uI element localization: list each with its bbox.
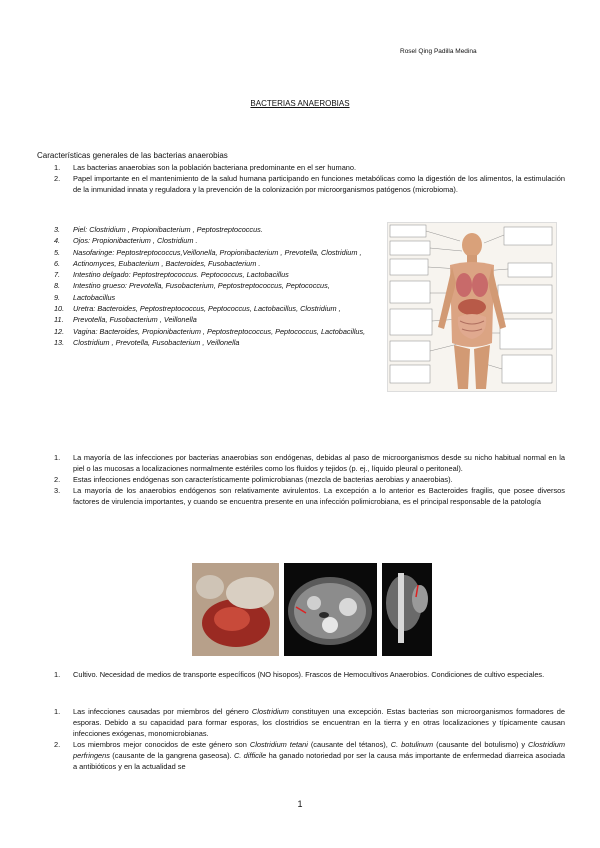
page-title: BACTERIAS ANAEROBIAS — [250, 99, 350, 108]
list-item: 7. Intestino delgado: Peptostreptococcus. Peptococcus, Lactobacillus — [54, 270, 289, 280]
list-item: 13. Clostridium , Prevotella, Fusobacterium , Veillonella — [54, 337, 240, 347]
list-item: 4. Ojos: Propionibacterium , Clostridium . — [54, 236, 198, 246]
list-item: 3. La mayoría de los anaerobios endógenos son relativamente avirulentos. La excepción a lo anterior es Bacteroides fragilis, que posee diversos factores de virulencia importantes, y cuando se encuentra presente en una infección polimicrobiana, es el principal responsable de la patología — [54, 486, 565, 506]
list-item: 12. Vagina: Bacteroides, Propionibacterium , Peptostreptococcus, Peptococcus, Lactobacillus, — [54, 326, 366, 336]
list-item: 6. Actinomyces, Eubacterium , Bacteroides, Fusobacterium . — [54, 258, 261, 268]
list-item: 2. Los miembros mejor conocidos de este género son Clostridium tetani (causante del tétanos), C. botulinum (causante del botulismo) y Clostridium perfringens (causante de la gangrena gaseosa). C. difficile ha ganado notoriedad por ser la causa más importante de enfermedad diarreica asociada a antibióticos y en la actualidad se — [54, 740, 565, 771]
list-item: 5. Nasofaringe: Peptostreptococcus,Veillonella, Propionibacterium , Prevotella, Clostridium , — [54, 247, 362, 257]
list-item: 1. Cultivo. Necesidad de medios de transporte específicos (NO hisopos). Frascos de Hemocultivos Anaerobios. Condiciones de cultivo especiales. — [54, 670, 545, 679]
list-item: 1. Las infecciones causadas por miembros del género Clostridium constituyen una excepción. Estas bacterias son microorganismos formadores de esporas. Debido a su capacidad para formar esporas, los clostridios se encuentran en la tierra y en otras localizaciones y típicamente causan infecciones exógenas, monomicrobianas. — [54, 707, 565, 738]
anatomy-figure — [387, 222, 557, 392]
list-item: 2. Estas infecciones endógenas son característicamente polimicrobianas (mezcla de bacterias aerobias y anaerobias). — [54, 475, 453, 484]
ct-scan-coronal — [382, 563, 432, 656]
list-item: 10. Uretra: Bacteroides, Peptostreptococcus, Peptococcus, Lactobacillus, Clostridium , — [54, 304, 341, 314]
intro-list — [37, 162, 565, 195]
ct-scan-axial — [284, 563, 377, 656]
list-item: 11. Prevotella, Fusobacterium , Veillonella — [54, 315, 197, 325]
list-item: 8. Intestino grueso: Prevotella, Fusobacterium, Peptostreptococcus, Peptococcus, — [54, 281, 330, 291]
page-number: 1 — [297, 799, 303, 809]
infection-list — [37, 452, 565, 507]
culture-list — [37, 669, 565, 680]
list-item: 2. Papel importante en el mantenimiento de la salud humana participando en funciones metabólicas como la digestión de los alimentos, la estimulación de la inmunidad innata y reguladora y la prevención de la colonización por microorganismos patógenos (microbioma). — [54, 174, 565, 194]
section-heading: Características generales de las bacterias anaerobias — [37, 151, 228, 160]
list-item: 3. Piel: Clostridium , Propionibacterium , Peptostreptococcus. — [54, 225, 263, 234]
clostridium-list — [37, 706, 565, 772]
list-item: 1. La mayoría de las infecciones por bacterias anaerobias son endógenas, debidas al paso de microorganismos desde su nicho habitual normal en la piel o las mucosas a localizaciones normalmente estériles como los fluidos y tejidos (p. ej., líquido pleural o peritoneal). — [54, 453, 565, 473]
sites-list — [37, 224, 377, 348]
surgery-photo — [192, 563, 279, 656]
list-item: 1. Las bacterias anaerobias son la población bacteriana predominante en el ser humano. — [54, 163, 357, 172]
list-item: 9. Lactobacillus — [54, 292, 116, 302]
clinical-images — [192, 563, 432, 656]
author-name: Rosel Qing Padilla Medina — [400, 48, 477, 55]
body-icon — [438, 233, 506, 389]
